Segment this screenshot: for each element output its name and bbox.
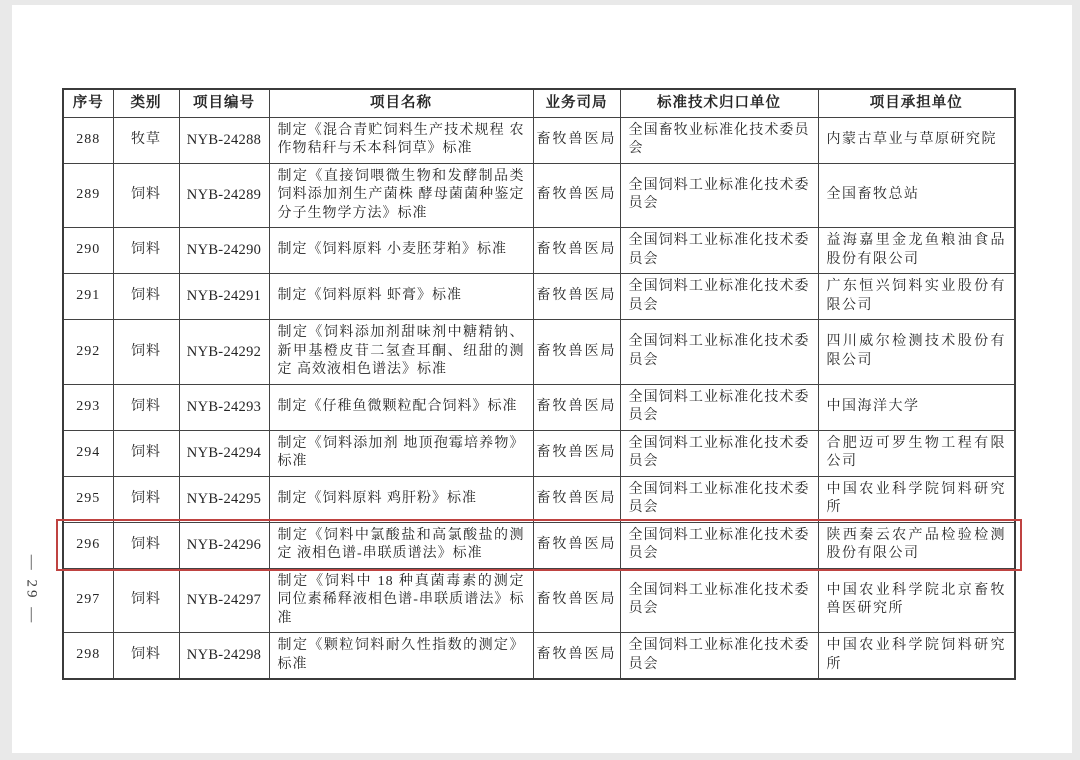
cell-category: 饲料: [113, 568, 179, 633]
cell-bureau: 畜牧兽医局: [533, 163, 620, 228]
cell-project-code: NYB-24288: [179, 117, 269, 163]
table-row: [63, 384, 1015, 430]
cell-bureau: 畜牧兽医局: [533, 522, 620, 568]
cell-technical-committee: 全国饲料工业标准化技术委员会: [620, 228, 818, 274]
cell-bureau: 畜牧兽医局: [533, 320, 620, 385]
header-project-name: 项目名称: [269, 89, 533, 117]
cell-project-code: NYB-24295: [179, 476, 269, 522]
cell-seq: 289: [63, 163, 113, 228]
cell-undertaker: 广东恒兴饲料实业股份有限公司: [818, 274, 1015, 320]
header-project-code: 项目编号: [179, 89, 269, 117]
cell-category: 饲料: [113, 228, 179, 274]
cell-project-name: 制定《仔稚鱼微颗粒配合饲料》标准: [269, 384, 533, 430]
table-row: [63, 320, 1015, 385]
header-category: 类别: [113, 89, 179, 117]
cell-seq: 291: [63, 274, 113, 320]
cell-undertaker: 合肥迈可罗生物工程有限公司: [818, 430, 1015, 476]
cell-project-name: 制定《颗粒饲料耐久性指数的测定》标准: [269, 633, 533, 680]
cell-undertaker: 中国农业科学院北京畜牧兽医研究所: [818, 568, 1015, 633]
cell-category: 饲料: [113, 430, 179, 476]
table-row: [63, 476, 1015, 522]
cell-project-code: NYB-24291: [179, 274, 269, 320]
table-row: [63, 228, 1015, 274]
header-seq: 序号: [63, 89, 113, 117]
cell-technical-committee: 全国饲料工业标准化技术委员会: [620, 522, 818, 568]
cell-project-name: 制定《饲料原料 虾膏》标准: [269, 274, 533, 320]
cell-seq: 296: [63, 522, 113, 568]
cell-project-name: 制定《饲料中 18 种真菌毒素的测定 同位素稀释液相色谱-串联质谱法》标准: [269, 568, 533, 633]
cell-bureau: 畜牧兽医局: [533, 117, 620, 163]
standards-table: [62, 88, 1016, 680]
cell-undertaker: 中国农业科学院饲料研究所: [818, 633, 1015, 680]
cell-seq: 288: [63, 117, 113, 163]
cell-project-code: NYB-24298: [179, 633, 269, 680]
cell-project-code: NYB-24294: [179, 430, 269, 476]
cell-category: 饲料: [113, 163, 179, 228]
cell-undertaker: 益海嘉里金龙鱼粮油食品股份有限公司: [818, 228, 1015, 274]
cell-seq: 290: [63, 228, 113, 274]
header-undertaker: 项目承担单位: [818, 89, 1015, 117]
cell-undertaker: 全国畜牧总站: [818, 163, 1015, 228]
cell-project-name: 制定《饲料添加剂甜味剂中糖精钠、新甲基橙皮苷二氢查耳酮、纽甜的测定 高效液相色谱法》标准: [269, 320, 533, 385]
table-body: [63, 117, 1015, 679]
cell-category: 饲料: [113, 476, 179, 522]
cell-project-name: 制定《饲料添加剂 地顶孢霉培养物》标准: [269, 430, 533, 476]
cell-undertaker: 陕西秦云农产品检验检测股份有限公司: [818, 522, 1015, 568]
cell-bureau: 畜牧兽医局: [533, 633, 620, 680]
cell-category: 牧草: [113, 117, 179, 163]
cell-bureau: 畜牧兽医局: [533, 228, 620, 274]
cell-category: 饲料: [113, 274, 179, 320]
cell-technical-committee: 全国饲料工业标准化技术委员会: [620, 163, 818, 228]
cell-technical-committee: 全国饲料工业标准化技术委员会: [620, 384, 818, 430]
cell-project-name: 制定《混合青贮饲料生产技术规程 农作物秸秆与禾本科饲草》标准: [269, 117, 533, 163]
table-header-row: [63, 89, 1015, 117]
cell-project-name: 制定《饲料原料 小麦胚芽粕》标准: [269, 228, 533, 274]
cell-project-code: NYB-24289: [179, 163, 269, 228]
header-technical-committee: 标准技术归口单位: [620, 89, 818, 117]
cell-category: 饲料: [113, 320, 179, 385]
cell-seq: 297: [63, 568, 113, 633]
cell-bureau: 畜牧兽医局: [533, 430, 620, 476]
page-number: — 29 —: [23, 554, 40, 626]
cell-project-code: NYB-24292: [179, 320, 269, 385]
cell-technical-committee: 全国饲料工业标准化技术委员会: [620, 633, 818, 680]
cell-bureau: 畜牧兽医局: [533, 568, 620, 633]
cell-technical-committee: 全国饲料工业标准化技术委员会: [620, 274, 818, 320]
cell-undertaker: 四川威尔检测技术股份有限公司: [818, 320, 1015, 385]
cell-category: 饲料: [113, 633, 179, 680]
cell-project-name: 制定《饲料中氯酸盐和高氯酸盐的测定 液相色谱-串联质谱法》标准: [269, 522, 533, 568]
cell-technical-committee: 全国饲料工业标准化技术委员会: [620, 320, 818, 385]
cell-category: 饲料: [113, 522, 179, 568]
table-row: [63, 163, 1015, 228]
cell-technical-committee: 全国畜牧业标准化技术委员会: [620, 117, 818, 163]
cell-seq: 294: [63, 430, 113, 476]
cell-bureau: 畜牧兽医局: [533, 476, 620, 522]
cell-project-code: NYB-24296: [179, 522, 269, 568]
cell-category: 饲料: [113, 384, 179, 430]
cell-technical-committee: 全国饲料工业标准化技术委员会: [620, 430, 818, 476]
cell-undertaker: 中国海洋大学: [818, 384, 1015, 430]
table-row: [63, 274, 1015, 320]
cell-seq: 295: [63, 476, 113, 522]
cell-undertaker: 中国农业科学院饲料研究所: [818, 476, 1015, 522]
cell-project-name: 制定《直接饲喂微生物和发酵制品类饲料添加剂生产菌株 酵母菌菌种鉴定 分子生物学方法》标准: [269, 163, 533, 228]
cell-undertaker: 内蒙古草业与草原研究院: [818, 117, 1015, 163]
cell-technical-committee: 全国饲料工业标准化技术委员会: [620, 476, 818, 522]
cell-bureau: 畜牧兽医局: [533, 384, 620, 430]
cell-project-code: NYB-24297: [179, 568, 269, 633]
table-row: [63, 568, 1015, 633]
table-row: [63, 430, 1015, 476]
cell-project-code: NYB-24293: [179, 384, 269, 430]
cell-seq: 292: [63, 320, 113, 385]
cell-bureau: 畜牧兽医局: [533, 274, 620, 320]
cell-technical-committee: 全国饲料工业标准化技术委员会: [620, 568, 818, 633]
header-bureau: 业务司局: [533, 89, 620, 117]
cell-seq: 298: [63, 633, 113, 680]
table-row: [63, 117, 1015, 163]
cell-seq: 293: [63, 384, 113, 430]
cell-project-code: NYB-24290: [179, 228, 269, 274]
table-row: [63, 522, 1015, 568]
table-row: [63, 633, 1015, 680]
cell-project-name: 制定《饲料原料 鸡肝粉》标准: [269, 476, 533, 522]
